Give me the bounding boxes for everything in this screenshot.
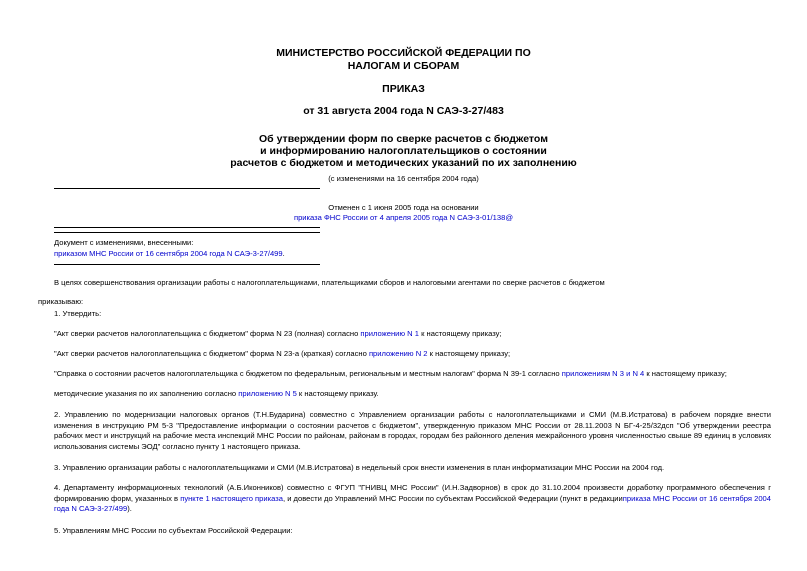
item-1c <box>54 369 727 380</box>
item-1b-text: "Акт сверки расчетов налогоплательщика с бюджетом" форма N 23-а (краткая) согласно <box>54 349 369 358</box>
order-date: от 31 августа 2004 года N САЭ-3-27/483 <box>303 105 504 117</box>
item-4 <box>54 483 771 515</box>
item-1a <box>54 329 502 340</box>
item-1-ref-link[interactable]: пункте 1 настоящего приказа <box>180 493 283 503</box>
cancel-link-wrap <box>0 213 807 223</box>
item-1a-text: "Акт сверки расчетов налогоплательщика с бюджетом" форма N 23 (полная) согласно <box>54 329 361 338</box>
item-1d-text: методические указания по их заполнению согласно <box>54 389 239 398</box>
item-1: 1. Утвердить: <box>54 309 102 318</box>
title-line2: и информированию налогоплательщиков о состоянии <box>260 145 547 157</box>
appendix-2-link[interactable]: приложению N 2 <box>368 349 428 358</box>
appendix-3-4-link[interactable]: приложениям N 3 и N 4 <box>561 369 645 378</box>
intro-paragraph: В целях совершенствования организации работы с налогоплательщиками, плательщиками сборов и налоговыми агентами по сверке расчетов с бюджетом <box>54 278 605 287</box>
changes-order-link[interactable]: приказом МНС России от 16 сентября 2004 года N САЭ-3-27/499 <box>54 249 283 258</box>
item-1d <box>54 389 379 400</box>
item-2: 2. Управлению по модернизации налоговых органов (Т.Н.Бударина) совместно с Управлением организации работы с налогоплательщиками и СМИ (М.В.Истратова) в рабочем порядке внести изменения в инструкцию РМ 5-3 "Предоставление информации о состоянии расчетов с бюджетом", утвержденную приказом МНС России от 28.11.2003 N БГ-4-25/32дсп "Об утверждении реестра рабочих мест и инструкций на рабочие места инспекций МНС России по районам, районам в городах, городам без районного деления межрайонного уровня численностью свыше 89 единиц в условиях использования системы ЭОД" согласно пункту 1 настоящего приказа. <box>54 410 771 451</box>
appendix-1-link[interactable]: приложению N 1 <box>360 329 419 338</box>
item-1a-tail: к настоящему приказу; <box>419 329 502 338</box>
divider-3 <box>54 232 320 233</box>
cancel-text: Отменен с 1 июня 2005 года на основании <box>328 203 479 212</box>
item-3: 3. Управлению организации работы с налогоплательщиками и СМИ (М.В.Истратова) в недельный срок внести изменения в план информатизации МНС России на 2004 год. <box>54 463 665 472</box>
divider-1 <box>54 188 320 189</box>
item-4-mid: , и довести до Управлений МНС России по субъектам Российской Федерации (пункт в редакции <box>282 493 623 503</box>
ministry-name-line1: МИНИСТЕРСТВО РОССИЙСКОЙ ФЕДЕРАЦИИ ПО <box>276 47 531 59</box>
cancel-order-link[interactable]: приказа ФНС России от 4 апреля 2005 года N САЭ-3-01/138@ <box>293 213 514 222</box>
item-1c-tail: к настоящему приказу; <box>644 369 727 378</box>
divider-4 <box>54 264 320 265</box>
changes-tail: . <box>282 249 285 258</box>
amend-order-link[interactable]: приказа МНС России от 16 сентября 2004 года N САЭ-3-27/499 <box>54 493 771 513</box>
changes-link-line <box>54 249 285 260</box>
changes-label: Документ с изменениями, внесенными: <box>54 238 194 247</box>
order-heading: ПРИКАЗ <box>382 83 425 95</box>
amend-note: (с изменениями на 16 сентября 2004 года) <box>328 174 479 183</box>
appendix-5-link[interactable]: приложению N 5 <box>238 389 297 398</box>
item-1d-tail: к настоящему приказу. <box>296 389 379 398</box>
item-1b-tail: к настоящему приказу; <box>427 349 511 358</box>
item-1b <box>54 349 510 360</box>
ministry-name-line2: НАЛОГАМ И СБОРАМ <box>347 60 460 72</box>
item-4-tail: ). <box>127 504 132 513</box>
divider-2 <box>54 227 320 228</box>
item-1c-text: "Справка о состоянии расчетов налогоплательщика с бюджетом по федеральным, региональным и местным налогам" форма N 39-1 согласно <box>54 369 562 378</box>
order-word: приказываю: <box>38 297 84 306</box>
item-4-text: 4. Департаменту информационных технологий (А.Б.Иконников) совместно с ФГУП "ГНИВЦ МНС России" (И.Н.Задворнов) в срок до 31.10.2004 произвести доработку программного обеспечения г формированию форм, указанных в <box>54 483 771 503</box>
title-line3: расчетов с бюджетом и методических указаний по их заполнению <box>230 157 577 169</box>
item-5: 5. Управлениям МНС России по субъектам Российской Федерации: <box>54 526 293 535</box>
title-line1: Об утверждении форм по сверке расчетов с бюджетом <box>259 133 548 145</box>
